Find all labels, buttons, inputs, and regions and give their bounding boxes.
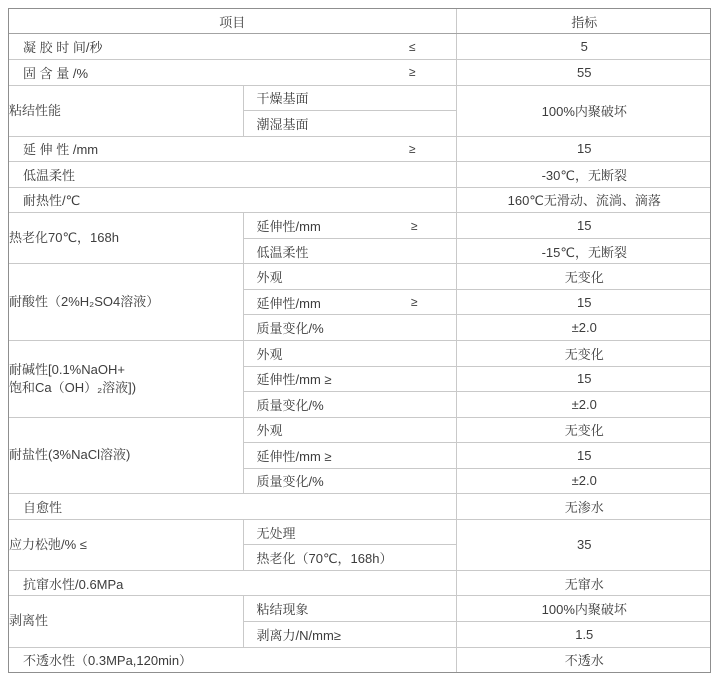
sub-item-label: 低温柔性 <box>256 244 309 260</box>
sub-item-label: 延伸性/mm <box>256 295 321 311</box>
sub-label-wrap <box>244 242 456 261</box>
index-value-cell: 不透水 <box>456 647 711 672</box>
table-row <box>9 596 711 622</box>
item-cell <box>9 162 456 188</box>
sub-label-wrap <box>244 88 456 107</box>
table-row <box>9 647 711 672</box>
sub-label-wrap <box>244 267 456 286</box>
index-value-cell: 15 <box>456 213 711 239</box>
sub-label-wrap <box>244 395 456 414</box>
sub-item-label: 延伸性/mm ≥ <box>256 448 332 464</box>
sub-label-wrap <box>244 293 456 312</box>
item-label-wrap <box>9 37 456 56</box>
sub-label-wrap <box>244 548 456 567</box>
item-label: 延 伸 性 /mm <box>23 142 99 158</box>
sub-item-cell <box>243 111 456 137</box>
item-label: 粘结性能 <box>9 102 62 118</box>
index-value-cell: 无变化 <box>456 340 711 366</box>
index-value-cell: 15 <box>456 136 711 162</box>
item-label: 饱和Ca（OH）₂溶液]) <box>9 379 137 395</box>
sub-label-wrap <box>244 599 456 618</box>
sub-item-cell <box>243 85 456 111</box>
sub-item-cell <box>243 238 456 264</box>
table-row <box>9 187 711 213</box>
item-label: 耐碱性[0.1%NaOH+ <box>9 361 125 377</box>
item-group-cell <box>9 85 243 136</box>
sub-label-wrap <box>244 523 456 542</box>
table-row <box>9 34 711 60</box>
item-label: 自愈性 <box>23 500 63 516</box>
sub-item-label: 热老化（70℃，168h） <box>256 551 393 567</box>
column-header-index: 指标 <box>456 9 711 34</box>
sub-item-cell <box>243 621 456 647</box>
sub-item-cell <box>243 264 456 290</box>
sub-item-label: 剥离力/N/mm≥ <box>256 627 341 643</box>
item-label: 热老化70℃，168h <box>9 230 119 246</box>
table-row <box>9 570 711 596</box>
sub-label-wrap <box>244 446 456 465</box>
item-cell <box>9 136 456 162</box>
item-label: 应力松弛/% ≤ <box>9 536 87 552</box>
item-group-cell <box>9 596 243 647</box>
table-row <box>9 417 711 443</box>
index-value-cell: ±2.0 <box>456 315 711 341</box>
sub-item-label: 外观 <box>256 346 283 362</box>
table-row <box>9 340 711 366</box>
column-header-item: 项目 <box>9 9 456 34</box>
item-group-cell <box>9 213 243 264</box>
comparison-operator: ≥ <box>408 65 416 80</box>
spec-table-body <box>9 9 711 672</box>
sub-item-label: 外观 <box>256 270 283 286</box>
sub-item-cell <box>243 392 456 418</box>
item-label: 剥离性 <box>9 613 49 629</box>
table-row <box>9 213 711 239</box>
index-value-cell: 无变化 <box>456 417 711 443</box>
comparison-operator: ≥ <box>408 141 416 156</box>
item-label: 低温柔性 <box>23 167 76 183</box>
item-group-cell <box>9 340 243 417</box>
item-cell <box>9 34 456 60</box>
sub-item-cell <box>243 443 456 469</box>
table-row <box>9 59 711 85</box>
sub-item-cell <box>243 315 456 341</box>
index-value-cell: 无渗水 <box>456 494 711 520</box>
sub-item-cell <box>243 519 456 545</box>
sub-item-cell <box>243 545 456 571</box>
item-label: 抗窜水性/0.6MPa <box>23 576 124 592</box>
item-label-wrap <box>9 139 456 158</box>
sub-label-wrap <box>244 318 456 337</box>
sub-item-cell <box>243 289 456 315</box>
index-value-cell: 15 <box>456 443 711 469</box>
item-label: 耐热性/℃ <box>23 193 81 209</box>
index-value-cell: 5 <box>456 34 711 60</box>
index-value-cell: 160℃无滑动、流淌、滴落 <box>456 187 711 213</box>
item-group-cell <box>9 519 243 570</box>
sub-item-label: 潮湿基面 <box>256 116 309 132</box>
sub-label-wrap <box>244 420 456 439</box>
index-value-cell: ±2.0 <box>456 468 711 494</box>
index-value-cell: ±2.0 <box>456 392 711 418</box>
table-row <box>9 494 711 520</box>
sub-item-label: 粘结现象 <box>256 602 309 618</box>
item-label-wrap <box>9 190 456 209</box>
item-label-wrap <box>9 63 456 82</box>
sub-label-wrap <box>244 471 456 490</box>
sub-item-cell <box>243 366 456 392</box>
table-row <box>9 136 711 162</box>
item-label-wrap <box>9 574 456 593</box>
sub-label-wrap <box>244 625 456 644</box>
index-value-cell: 15 <box>456 366 711 392</box>
spec-table-frame <box>8 8 711 673</box>
sub-label-wrap <box>244 114 456 133</box>
sub-label-wrap <box>244 216 456 235</box>
sub-item-label: 延伸性/mm ≥ <box>256 372 332 388</box>
sub-label-wrap <box>244 369 456 388</box>
table-row <box>9 85 711 111</box>
index-value-cell: 35 <box>456 519 711 570</box>
item-label: 凝 胶 时 间/秒 <box>23 40 103 56</box>
index-value-cell: 15 <box>456 289 711 315</box>
item-cell <box>9 187 456 213</box>
index-value-cell: 55 <box>456 59 711 85</box>
index-value-cell: 100%内聚破坏 <box>456 85 711 136</box>
item-cell <box>9 647 456 672</box>
item-cell <box>9 570 456 596</box>
index-value-cell: 100%内聚破坏 <box>456 596 711 622</box>
table-row <box>9 162 711 188</box>
item-label: 耐盐性(3%NaCl溶液) <box>9 447 131 463</box>
sub-item-cell <box>243 213 456 239</box>
index-value-cell: 无窜水 <box>456 570 711 596</box>
item-label: 耐酸性（2%H₂SO4溶液） <box>9 294 160 310</box>
sub-item-label: 外观 <box>256 423 283 439</box>
item-label: 固 含 量 /% <box>23 65 89 81</box>
table-row <box>9 264 711 290</box>
index-value-cell: -15℃，无断裂 <box>456 238 711 264</box>
item-group-cell <box>9 417 243 494</box>
item-label: 不透水性（0.3MPa,120min） <box>23 653 193 669</box>
item-label-wrap <box>9 650 456 669</box>
item-label-wrap <box>9 165 456 184</box>
comparison-operator: ≤ <box>408 39 416 54</box>
index-value-cell: 1.5 <box>456 621 711 647</box>
sub-label-wrap <box>244 344 456 363</box>
item-label-wrap <box>9 497 456 516</box>
sub-item-label: 无处理 <box>256 525 296 541</box>
sub-item-label: 质量变化/% <box>256 321 324 337</box>
item-cell <box>9 59 456 85</box>
sub-item-label: 干燥基面 <box>256 91 309 107</box>
header-row <box>9 9 711 34</box>
sub-item-label: 质量变化/% <box>256 474 324 490</box>
comparison-operator: ≥ <box>410 218 418 233</box>
index-value-cell: -30℃，无断裂 <box>456 162 711 188</box>
sub-item-cell <box>243 340 456 366</box>
table-row <box>9 519 711 545</box>
sub-item-cell <box>243 596 456 622</box>
comparison-operator: ≥ <box>410 295 418 310</box>
sub-item-cell <box>243 468 456 494</box>
sub-item-label: 延伸性/mm <box>256 219 321 234</box>
spec-table <box>9 9 711 672</box>
sub-item-cell <box>243 417 456 443</box>
sub-item-label: 质量变化/% <box>256 397 324 413</box>
index-value-cell: 无变化 <box>456 264 711 290</box>
item-group-cell <box>9 264 243 341</box>
item-cell <box>9 494 456 520</box>
